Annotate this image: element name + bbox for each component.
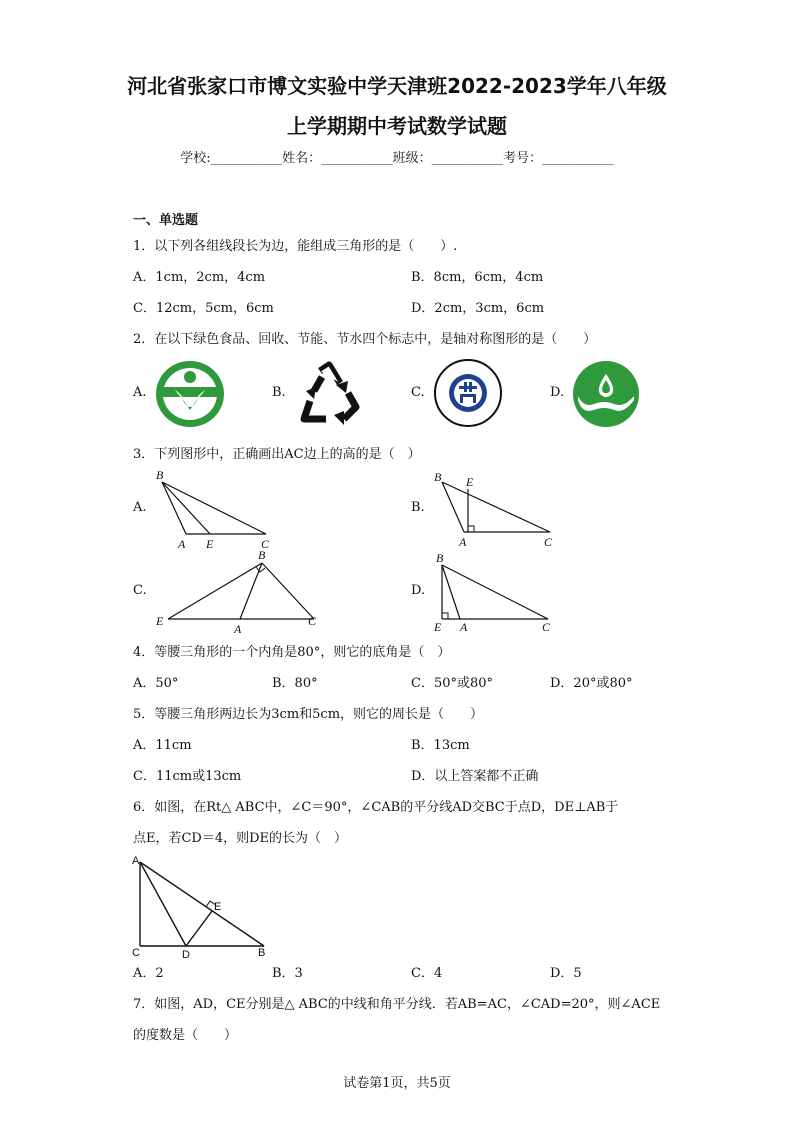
q3-figure-d <box>428 545 563 635</box>
q6-option-a: A．2 <box>133 966 164 981</box>
q3-option-c: C. <box>133 583 147 598</box>
recycle-logo-icon <box>296 361 362 425</box>
q1-option-a: A．1cm，2cm，4cm <box>133 270 266 285</box>
figure-d-label-e: E <box>434 620 442 634</box>
q6-option-c: C．4 <box>411 966 443 981</box>
figure-d-label-b: B <box>436 551 444 565</box>
q4-option-b: B．80° <box>272 676 318 691</box>
q3-figure-a <box>150 462 280 552</box>
q1-option-c: C．12cm，5cm，6cm <box>133 301 274 316</box>
energy-saving-logo-icon <box>433 358 503 428</box>
figure-b-label-e: E <box>466 475 474 489</box>
question-1-stem: 1．以下列各组线段长为边，能组成三角形的是（ ）. <box>133 239 458 254</box>
q3-option-b: B. <box>411 500 425 515</box>
q6-label-a: A <box>132 855 140 867</box>
page-footer: 试卷第1页，共5页 <box>343 1076 451 1091</box>
q2-option-b: B. <box>272 385 286 400</box>
q1-option-b: B．8cm，6cm，4cm <box>411 270 544 285</box>
figure-a-label-c: C <box>261 537 270 551</box>
q6-label-b: B <box>258 947 266 959</box>
figure-b-label-b: B <box>434 470 442 484</box>
q6-option-d: D．5 <box>550 966 582 981</box>
q4-option-a: A．50° <box>133 676 179 691</box>
q6-label-e: E <box>214 901 222 913</box>
figure-b-label-c: C <box>544 535 553 549</box>
title-line-2: 上学期期中考试数学试题 <box>287 114 507 138</box>
q4-option-c: C．50°或80° <box>411 676 494 691</box>
q5-option-c: C．11cm或13cm <box>133 769 242 784</box>
q2-option-c: C. <box>411 385 425 400</box>
figure-c-label-a: A <box>234 622 242 635</box>
figure-a-label-e: E <box>206 537 214 551</box>
question-4-stem: 4．等腰三角形的一个内角是80°，则它的底角是（ ） <box>133 645 451 660</box>
q6-label-c: C <box>132 947 140 959</box>
question-3-stem: 3．下列图形中，正确画出AC边上的高的是（ ） <box>133 447 421 462</box>
q3-figure-b <box>428 462 563 552</box>
q5-option-b: B．13cm <box>411 738 470 753</box>
figure-a-label-a: A <box>178 537 186 551</box>
student-info-line: 学校:___________姓名：___________班级：___________考号：___________ <box>180 151 614 166</box>
section-title: 一、单选题 <box>133 213 199 228</box>
figure-c-label-b: B <box>258 548 266 562</box>
q3-option-a: A. <box>133 500 147 515</box>
q6-figure <box>128 850 278 960</box>
q3-figure-c <box>150 545 330 635</box>
q6-label-d: D <box>182 949 190 960</box>
question-6-stem-line-1: 6．如图，在Rt△ ABC中，∠C＝90°，∠CAB的平分线AD交BC于点D，DE⊥AB于 <box>133 800 619 815</box>
figure-a-label-b: B <box>156 468 164 482</box>
q1-option-d: D．2cm，3cm，6cm <box>411 301 545 316</box>
q3-option-d: D. <box>411 583 426 598</box>
green-food-logo-icon <box>155 360 225 428</box>
q2-option-d: D. <box>550 385 565 400</box>
water-saving-logo-icon <box>572 360 640 428</box>
question-7-stem-line-1: 7．如图，AD，CE分别是△ ABC的中线和角平分线．若AB=AC，∠CAD=20°，则∠ACE <box>133 997 661 1012</box>
figure-b-label-a: A <box>459 535 467 549</box>
figure-d-label-c: C <box>542 620 551 634</box>
question-5-stem: 5．等腰三角形两边长为3cm和5cm，则它的周长是（ ） <box>133 707 484 722</box>
figure-c-label-e: E <box>156 614 164 628</box>
figure-c-label-c: C <box>308 614 317 628</box>
question-6-stem-line-2: 点E，若CD＝4，则DE的长为（ ） <box>133 831 348 846</box>
title-line-1: 河北省张家口市博文实验中学天津班2022-2023学年八年级 <box>127 74 667 98</box>
figure-d-label-a: A <box>460 620 468 634</box>
q5-option-d: D．以上答案都不正确 <box>411 769 539 784</box>
question-2-stem: 2．在以下绿色食品、回收、节能、节水四个标志中，是轴对称图形的是（ ） <box>133 332 597 347</box>
q5-option-a: A．11cm <box>133 738 192 753</box>
q2-option-a: A. <box>133 385 147 400</box>
q4-option-d: D．20°或80° <box>550 676 633 691</box>
question-7-stem-line-2: 的度数是（ ） <box>133 1028 238 1043</box>
q6-option-b: B．3 <box>272 966 303 981</box>
